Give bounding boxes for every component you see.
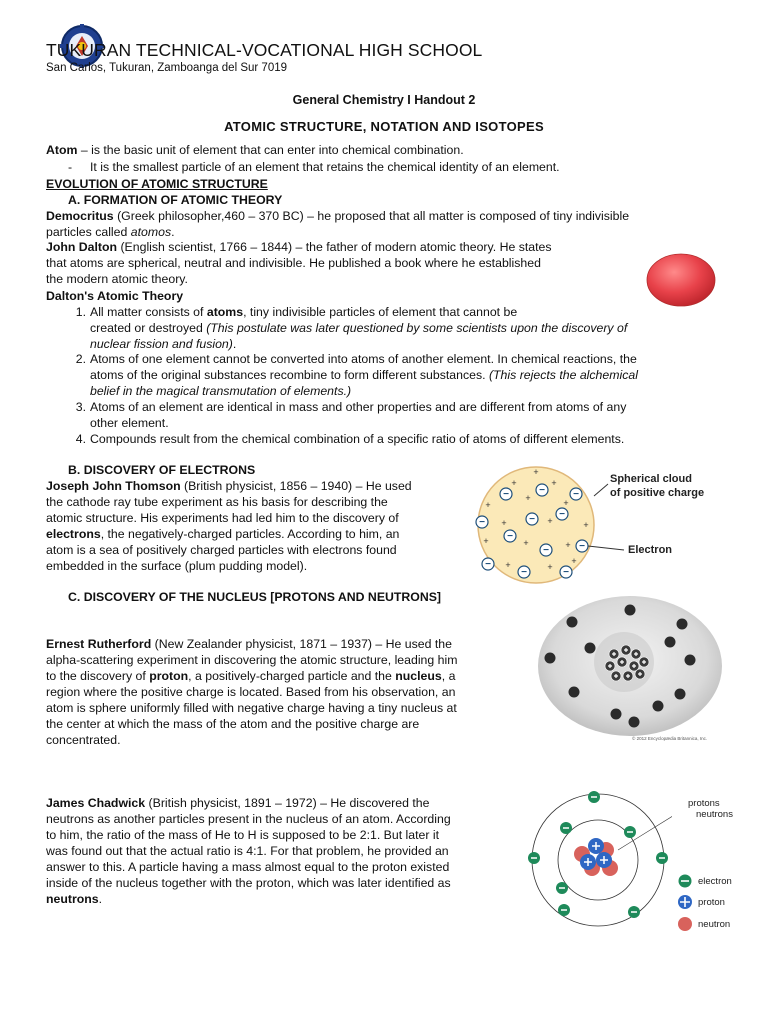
thomson-line: atomic structure. His experiments had led him to the discovery of (46, 511, 399, 525)
democritus-term: atomos (130, 225, 172, 239)
section-b-heading: B. DISCOVERY OF ELECTRONS (68, 463, 256, 477)
dalton-sphere-figure (646, 253, 716, 307)
legend-protons-label: protons (688, 798, 720, 809)
plum-label-line: Spherical cloud (610, 473, 692, 485)
thomson-name: Joseph John Thomson (46, 479, 181, 493)
svg-text:−: − (579, 541, 585, 552)
svg-text:+: + (547, 516, 553, 526)
chadwick-legend-icons (674, 872, 696, 934)
rutherford-line: the center at which the mass of the atom and the positive charge are (46, 717, 420, 731)
postulate-2 (75, 351, 730, 399)
svg-text:−: − (559, 509, 565, 520)
postulate-italic: (This rejects the alchemical (488, 368, 638, 382)
postulate-text: other element. (90, 416, 169, 430)
atom-bullet-marker: - (68, 160, 73, 174)
svg-text:+: + (501, 518, 507, 528)
postulate-text: , tiny indivisible particles of element that cannot be (243, 305, 518, 319)
postulate-number: 4. (75, 432, 86, 446)
democritus-name: Democritus (46, 209, 114, 223)
legend-neutrons-label: neutrons (696, 809, 733, 820)
svg-text:−: − (573, 489, 579, 500)
section-a-heading: A. FORMATION OF ATOMIC THEORY (68, 193, 283, 207)
postulate-text: All matter consists of (90, 305, 207, 319)
main-title: ATOMIC STRUCTURE, NOTATION AND ISOTOPES (224, 119, 544, 134)
rutherford-line: alpha-scattering experiment in discovering the atomic structure, leading him (46, 653, 458, 667)
postulate-text: Atoms of one element cannot be converted into atoms of another element. In chemical reactions, the (90, 352, 637, 366)
rutherford-bold: nucleus (395, 669, 442, 683)
chadwick-name: James Chadwick (46, 796, 146, 810)
svg-text:−: − (543, 545, 549, 556)
rutherford-atom-figure (530, 596, 730, 746)
chadwick-legend-top (688, 798, 733, 820)
postulate-number: 3. (75, 400, 86, 414)
postulate-bold: atoms (206, 305, 244, 319)
rutherford-line: , a (441, 669, 456, 683)
thomson-paragraph (46, 478, 412, 574)
chadwick-line: was found out that the actual ratio is 4:1. For that problem, he provided an (46, 844, 449, 858)
chadwick-line: to him, the ratio of the mass of He to H is supposed to be 2:1. But later it (46, 828, 440, 842)
svg-text:+: + (483, 536, 489, 546)
legend-proton-label: proton (698, 897, 725, 908)
legend-neutron-label: neutron (698, 919, 731, 930)
chadwick-bold: neutrons (46, 892, 99, 906)
svg-text:−: − (503, 489, 509, 500)
evolution-heading: EVOLUTION OF ATOMIC STRUCTURE (46, 177, 268, 191)
postulate-3 (75, 399, 730, 431)
dalton-line-2: that atoms are spherical, neutral and indivisible. He published a book where he established (46, 256, 541, 270)
chadwick-line: answer to this. A particle having a mass almost equal to the proton existed (46, 860, 450, 874)
atom-bullet-text: It is the smallest particle of an element that retains the chemical identity of an element. (90, 160, 560, 174)
rutherford-line: to the discovery of (46, 669, 150, 683)
postulate-text: Compounds result from the chemical combination of a specific ratio of atoms of different elements. (90, 432, 625, 446)
democritus-paragraph (46, 208, 629, 240)
rutherford-line: region where the positive charge is located. Based from his observation, an (46, 685, 456, 699)
svg-text:+: + (571, 556, 577, 566)
thomson-line: atom is a sea of positively charged particles with electrons found (46, 543, 397, 557)
postulate-1 (75, 304, 730, 352)
dalton-paragraph (46, 239, 552, 287)
dalton-theory-heading: Dalton's Atomic Theory (46, 289, 184, 303)
postulate-number: 2. (75, 352, 86, 366)
handout-title: General Chemistry I Handout 2 (292, 93, 476, 107)
chadwick-line: neutrons as another particles present in the nucleus of an atom. According (46, 812, 451, 826)
svg-text:−: − (507, 531, 513, 542)
school-address: San Carlos, Tukuran, Zamboanga del Sur 7019 (46, 62, 288, 74)
svg-text:−: − (479, 517, 485, 528)
thomson-line: , the negatively-charged particles. According to him, an (100, 527, 400, 541)
thomson-bold: electrons (46, 527, 101, 541)
svg-text:+: + (511, 478, 517, 488)
rutherford-figure-credit: © 2012 Encyclopædia Britannica, Inc. (632, 736, 708, 741)
plum-label-electron: Electron (628, 544, 673, 556)
rutherford-line: concentrated. (46, 733, 121, 747)
democritus-end: . (171, 225, 175, 239)
postulate-4 (75, 431, 730, 447)
svg-text:−: − (529, 514, 535, 525)
svg-text:+: + (533, 467, 539, 477)
svg-text:+: + (563, 498, 569, 508)
postulate-text: atoms of the original substances recombine to form different substances. (90, 368, 489, 382)
svg-text:+: + (485, 500, 491, 510)
atom-definition (46, 142, 464, 158)
chadwick-line: (British physicist, 1891 – 1972) – He discovered the (145, 796, 430, 810)
svg-text:−: − (485, 559, 491, 570)
rutherford-bold: proton (149, 669, 189, 683)
dalton-line-3: the modern atomic theory. (46, 272, 188, 286)
svg-text:+: + (565, 540, 571, 550)
postulate-text: created or destroyed (90, 321, 207, 335)
chadwick-atom-figure (522, 788, 672, 928)
postulate-text: Atoms of an element are identical in mass and other properties and are different from atoms of any (90, 400, 627, 414)
dalton-line-1: (English scientist, 1766 – 1844) – the father of modern atomic theory. He states (117, 240, 552, 254)
svg-text:−: − (563, 567, 569, 578)
svg-text:−: − (539, 485, 545, 496)
postulate-text: . (232, 337, 237, 351)
chadwick-line: inside of the nucleus together with the proton, which was later identified as (46, 876, 451, 890)
atom-definition-text: – is the basic unit of element that can enter into chemical combination. (77, 143, 464, 157)
svg-text:+: + (551, 478, 557, 488)
svg-text:+: + (583, 520, 589, 530)
postulate-italic: belief in the magical transmutation of elements.) (90, 384, 352, 398)
svg-text:+: + (547, 562, 553, 572)
dalton-name: John Dalton (46, 240, 118, 254)
section-c-heading: C. DISCOVERY OF THE NUCLEUS [PROTONS AND NEUTRONS] (68, 590, 442, 604)
democritus-text-2: particles called (46, 225, 131, 239)
postulate-italic: (This postulate was later questioned by some scientists upon the discovery of (206, 321, 628, 335)
rutherford-line: (New Zealander physicist, 1871 – 1937) – He used the (151, 637, 452, 651)
svg-text:+: + (525, 493, 531, 503)
rutherford-paragraph (46, 636, 457, 748)
svg-text:+: + (505, 560, 511, 570)
plum-label-line: of positive charge (610, 487, 705, 499)
chadwick-line: . (98, 892, 103, 906)
legend-electron-label: electron (698, 876, 732, 887)
atom-term: Atom (46, 143, 78, 157)
plum-label-cloud (610, 472, 704, 500)
postulate-italic: nuclear fission and fusion) (90, 337, 233, 351)
thomson-line: (British physicist, 1856 – 1940) – He used (180, 479, 412, 493)
rutherford-line: , a positively-charged particle and the (188, 669, 396, 683)
postulate-number: 1. (75, 305, 86, 319)
rutherford-name: Ernest Rutherford (46, 637, 152, 651)
thomson-line: the cathode ray tube experiment as his basis for describing the (46, 495, 388, 509)
svg-text:−: − (521, 567, 527, 578)
svg-text:+: + (523, 538, 529, 548)
democritus-text: (Greek philosopher,460 – 370 BC) – he proposed that all matter is composed of tiny indivisible (113, 209, 630, 223)
thomson-line: embedded in the surface (plum pudding model). (46, 559, 308, 573)
rutherford-line: atom is sphere uniformly filled with negative charge having a tiny nucleus at (46, 701, 457, 715)
school-name: TUKURAN TECHNICAL-VOCATIONAL HIGH SCHOOL (46, 40, 483, 60)
chadwick-paragraph (46, 795, 451, 907)
